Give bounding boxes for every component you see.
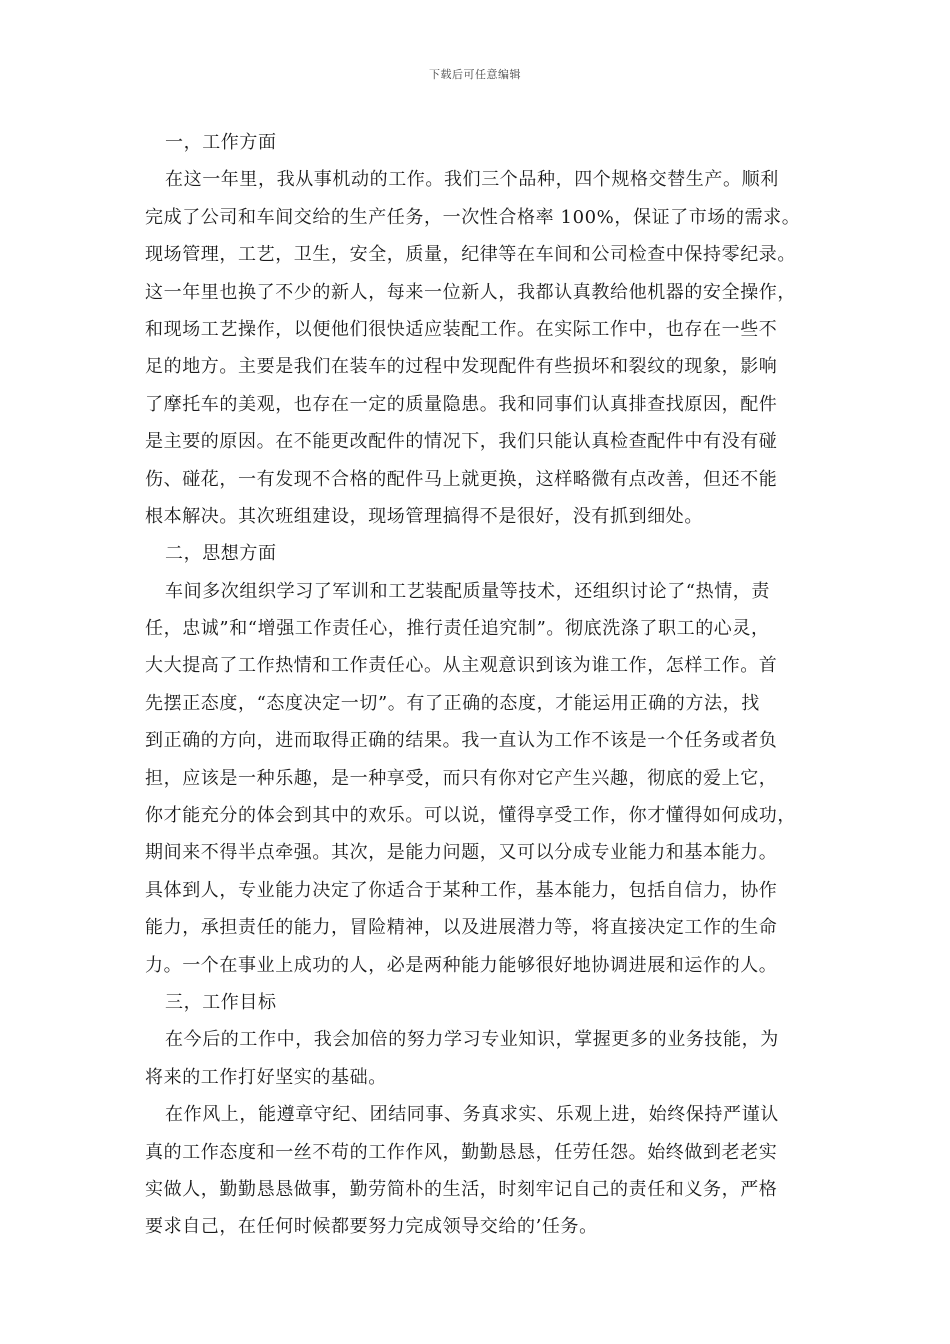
text-line: 真的工作态度和一丝不苟的工作作风，勤勤恳恳，任劳任怨。始终做到老老实 [145,1141,778,1163]
text-line: 力。一个在事业上成功的人，必是两种能力能够很好地协调进展和运作的人。 [145,954,778,976]
text-line: 完成了公司和车间交给的生产任务，一次性合格率 100%，保证了市场的需求。 [145,206,801,228]
text-line: 伤、碰花，一有发现不合格的配件马上就更换，这样略微有点改善，但还不能 [145,468,778,490]
text-line: 三，工作目标 [165,991,277,1013]
text-line: 任，忠诚”和“增强工作责任心，推行责任追究制”。彻底洗涤了职工的心灵， [145,618,770,640]
text-line: 一，工作方面 [165,132,277,153]
text-line: 在作风上，能遵章守纪、团结同事、务真求实、乐观上进，始终保持严谨认 [165,1104,779,1126]
text-line: 实做人，勤勤恳恳做事，勤劳简朴的生活，时刻牢记自己的责任和义务，严格 [145,1178,778,1200]
header-note: 下载后可任意编辑 [429,68,521,81]
text-line: 这一年里也换了不少的新人，每来一位新人，我都认真教给他机器的安全操作， [145,281,796,303]
text-line: 大大提高了工作热情和工作责任心。从主观意识到该为谁工作，怎样工作。首 [145,655,778,677]
text-line: 到正确的方向，进而取得正确的结果。我一直认为工作不该是一个任务或者负 [145,730,778,752]
text-line: 根本解决。其次班组建设，现场管理搞得不是很好，没有抓到细处。 [145,505,703,527]
text-line: 足的地方。主要是我们在装车的过程中发现配件有些损坏和裂纹的现象，影响 [145,356,778,378]
text-line: 能力，承担责任的能力，冒险精神，以及进展潜力等，将直接决定工作的生命 [145,917,778,939]
text-line: 了摩托车的美观，也存在一定的质量隐患。我和同事们认真排查找原因，配件 [145,393,778,415]
text-line: 在今后的工作中，我会加倍的努力学习专业知识，掌握更多的业务技能，为 [165,1029,779,1051]
text-line: 二，思想方面 [165,543,277,565]
text-line: 你才能充分的体会到其中的欢乐。可以说，懂得享受工作，你才懂得如何成功， [145,805,796,827]
text-line: 要求自己，在任何时候都要努力完成领导交给的’任务。 [145,1216,598,1238]
document-body [145,124,820,1246]
text-line: 将来的工作打好坚实的基础。 [145,1066,387,1088]
text-line: 现场管理，工艺，卫生，安全，质量，纪律等在车间和公司检查中保持零纪录。 [145,244,796,266]
text-line: 担，应该是一种乐趣，是一种享受，而只有你对它产生兴趣，彻底的爱上它， [145,767,778,789]
text-line: 车间多次组织学习了军训和工艺装配质量等技术，还组织讨论了“热情，责 [165,580,770,602]
text-line: 期间来不得半点牵强。其次，是能力问题，又可以分成专业能力和基本能力。 [145,842,778,864]
text-line: 是主要的原因。在不能更改配件的情况下，我们只能认真检查配件中有没有碰 [145,431,778,453]
text-line: 和现场工艺操作，以便他们很快适应装配工作。在实际工作中，也存在一些不 [145,318,778,340]
text-line: 在这一年里，我从事机动的工作。我们三个品种，四个规格交替生产。顺利 [165,169,779,191]
text-line: 先摆正态度，“态度决定一切”。有了正确的态度，才能运用正确的方法，找 [145,692,760,714]
text-line: 具体到人，专业能力决定了你适合于某种工作，基本能力，包括自信力，协作 [145,879,778,901]
